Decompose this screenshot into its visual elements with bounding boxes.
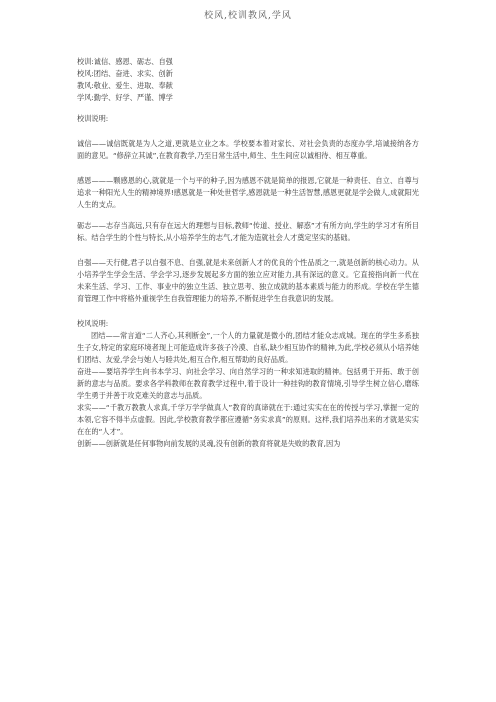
paragraph-progress: 奋进——要培养学生向书本学习、向社会学习、向自然学习的一种求知进取的精神。包括勇于开拓、敢于创新的意志与品质。要求各学科教师在教育教学过程中,着于设计一种挂钩的教育情境,引导学生树立信心,磨练学生勇于并善于攻克难关的意志与品质。 (77, 367, 419, 400)
style-explanation-heading: 校风说明: (77, 319, 109, 328)
page-header: 校风,校训教风,学风 (204, 11, 292, 21)
paragraph-ambition: 砺志——志存当高远,只有存在远大的理想与目标,教师“传道、授业、解惑”才有所方向,学生的学习才有所目标。结合学生的个性与特长,从小培养学生的志气,才能为造就社会人才奠定坚实的基础。 (77, 221, 419, 242)
paragraph-practicality: 求实——“千教万教教人求真,千学万学学做真人”教育的真谛就在于:通过实实在在的传授与学习,掌握一定的本领,它容不得半点虚假。因此,学校教育教学都应遵循“务实求真”的原则。这样,我们培养出来的才就是实实在在的“人才”。 (77, 403, 419, 436)
document-body (77, 56, 419, 450)
paragraph-gratitude: 感恩———颗感恩的心,就就是一个与平的种子,因为感恩不就是简单的报恩,它就是一种责任、自立、自尊与追求一种阳光人生的精神境界!感恩就是一种处世哲学,感恩就是一种生活智慧,感恩更就是学会做人,成就阳光人生的支点。 (77, 176, 419, 209)
motto-school: 校训:诚信、感恩、砺志、自强 (77, 57, 173, 66)
motto-learning: 学风:勤学、好学、严谨、博学 (77, 93, 173, 102)
motto-ethos: 校风:团结、奋进、求实、创新 (77, 69, 173, 78)
paragraph-integrity: 诚信——诚信既就是为人之道,更就是立业之本。学校要本着对家长、对社会负责的态度办学,培诚接纳各方面的意见。“修辞立其诚”,在教育教学,乃至日常生活中,师生、生生间应以诚相待、相互尊重。 (77, 139, 419, 160)
paragraph-innovation: 创新——创新就是任何事物向前发展的灵魂,没有创新的教育将就是失败的教育,因为 (77, 439, 341, 448)
paragraph-unity: 团结——常言道“二人齐心,其利断金”,一个人的力量就是微小的,团结才能众志成城。现在的学生多系独生子女,特定的家庭环境者现上可能造成许多孩子冷漠、自私,缺少相互协作的精神,为此,学校必须从小培养她们团结、友爱,学会与她人与睦共处,相互合作,相互帮助的良好品质。 (77, 331, 419, 364)
paragraph-self-reliance: 自强——天行健,君子以自强不息、自强,就是未来创新人才的优良的个性品质之一,就是创新的核心动力。从小培养学生学会生活、学会学习,逐步发展起多方面的独立应对能力,具有深远的意义。它直接指向新一代在未来生活、学习、工作、事业中的独立生活、独立思考、独立成就的基本素质与能力的形成。学校在学生德育管理工作中将格外重视学生自我管理能力的培养,不断促进学生自我意识的发展。 (77, 258, 419, 303)
motto-explanation-heading: 校训说明: (77, 114, 109, 123)
motto-teaching: 教风:敬业、爱生、进取、奉献 (77, 81, 173, 90)
